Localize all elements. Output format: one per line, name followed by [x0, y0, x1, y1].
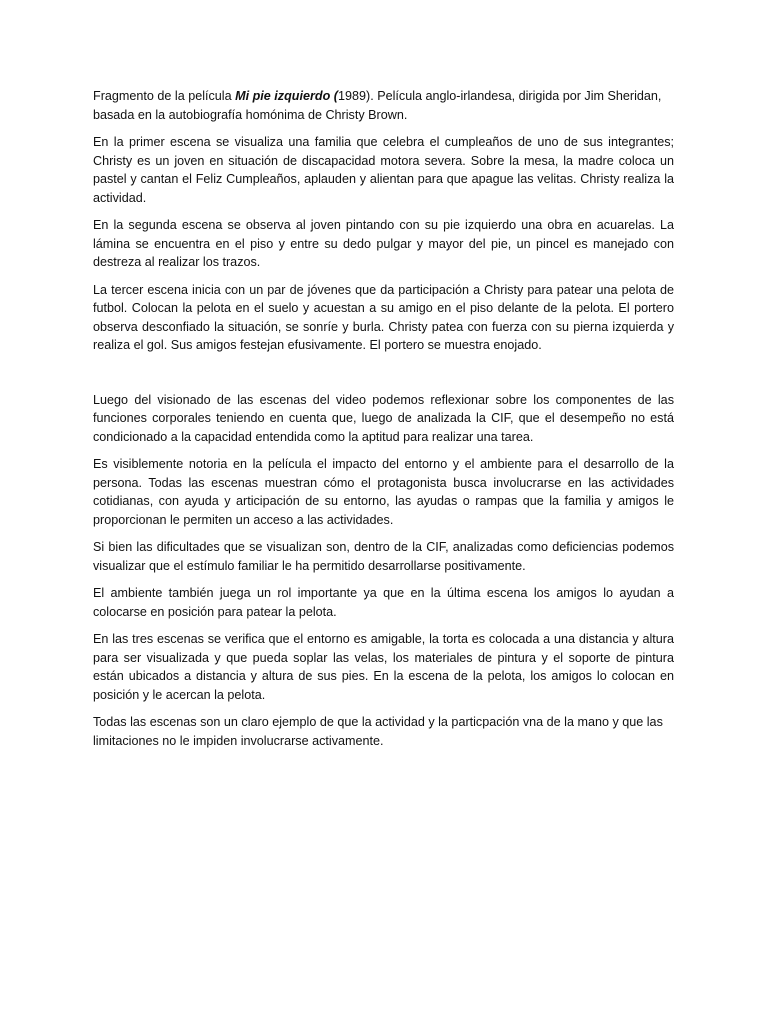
reflection-paragraph-5: En las tres escenas se verifica que el entorno es amigable, la torta es colocada a una distancia y altura para ser visualizada y que pueda soplar las velas, los materiales de pintura y el soporte de pintura están ubicados a distancia y altura de sus pies. En la escena de la pelota, los amigos lo colocan en posición y le acercan la pelota.: [93, 632, 674, 702]
scene-3-paragraph: La tercer escena inicia con un par de jóvenes que da participación a Christy para patear una pelota de futbol. Colocan la pelota en el suelo y acuestan a su amigo en el piso delante de la pelota. El portero observa desconfiado la situación, se sonríe y burla. Christy patea con fuerza con su pierna izquierda y realiza el gol. Sus amigos festejan efusivamente. El portero se muestra enojado.: [93, 282, 674, 352]
reflection-paragraph-6: Todas las escenas son un claro ejemplo de que la actividad y la particpación vna de la mano y que las limitaciones no le impiden involucrarse activamente.: [93, 715, 663, 748]
reflection-paragraph-3: Si bien las dificultades que se visualizan son, dentro de la CIF, analizadas como deficiencias podemos visualizar que el estímulo familiar le ha permitido desarrollarse positivamente.: [93, 540, 674, 573]
intro-paragraph: [93, 87, 674, 124]
scene-1-paragraph: En la primer escena se visualiza una familia que celebra el cumpleaños de uno de sus integrantes; Christy es un joven en situación de discapacidad motora severa. Sobre la mesa, la madre coloca un pastel y cantan el Feliz Cumpleaños, aplauden y alientan para que apague las velitas. Christy realiza la actividad.: [93, 135, 674, 205]
reflection-paragraph-1: Luego del visionado de las escenas del video podemos reflexionar sobre los componentes de las funciones corporales teniendo en cuenta que, luego de analizada la CIF, que el desempeño no está condicionado a la capacidad entendida como la aptitud para realizar una tarea.: [93, 392, 674, 444]
intro-rest: 1989). Película anglo-irlandesa, dirigida por Jim Sheridan, basada en la autobiografía homónima de Christy Brown.: [93, 89, 662, 122]
film-title: Mi pie izquierdo (: [235, 89, 338, 103]
document-page: [93, 87, 674, 759]
scene-2-paragraph: En la segunda escena se observa al joven pintando con su pie izquierdo una obra en acuarelas. La lámina se encuentra en el piso y entre su dedo pulgar y mayor del pie, un pincel es manejado con destreza al realizar los trazos.: [93, 218, 674, 269]
reflection-paragraph-2: Es visiblemente notoria en la película el impacto del entorno y el ambiente para el desarrollo de la persona. Todas las escenas muestran cómo el protagonista busca involucrarse en las actividades cotidianas, con ayuda y articipación de su entorno, las ayudas o rampas que la familia y amigos le proporcionan le permiten un acceso a las actividades.: [93, 457, 674, 527]
section-spacer: [93, 364, 674, 391]
intro-lead: Fragmento de la película: [93, 89, 236, 103]
reflection-paragraph-4: El ambiente también juega un rol importante ya que en la última escena los amigos lo ayudan a colocarse en posición para patear la pelota.: [93, 586, 674, 619]
